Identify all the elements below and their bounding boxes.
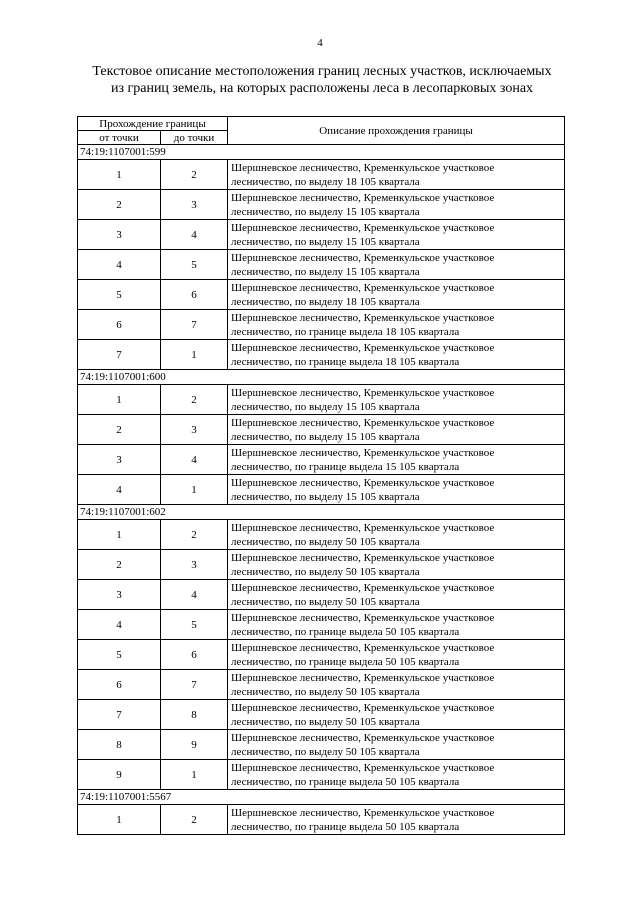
description-line-1: Шершневское лесничество, Кременкульское участковое — [231, 641, 495, 654]
description-cell — [228, 385, 565, 415]
parcel-cadastral-number: 74:19:1107001:600 — [78, 370, 565, 385]
table-body — [78, 145, 565, 835]
description-line-1: Шершневское лесничество, Кременкульское участковое — [231, 551, 495, 564]
to-point-cell: 5 — [161, 250, 228, 280]
description-line-2: лесничество, по выделу 50 105 квартала — [231, 535, 420, 548]
parcel-header-row — [78, 505, 565, 520]
to-point-cell: 7 — [161, 670, 228, 700]
table-row — [78, 385, 565, 415]
table-row — [78, 805, 565, 835]
header-description: Описание прохождения границы — [228, 117, 565, 145]
from-point-cell: 5 — [78, 640, 161, 670]
table-row — [78, 415, 565, 445]
from-point-cell: 3 — [78, 580, 161, 610]
table-row — [78, 700, 565, 730]
description-line-1: Шершневское лесничество, Кременкульское участковое — [231, 161, 495, 174]
description-line-2: лесничество, по выделу 15 105 квартала — [231, 235, 420, 248]
description-cell — [228, 520, 565, 550]
title-line-1: Текстовое описание местоположения границ лесных участков, исключаемых — [92, 64, 552, 79]
description-cell — [228, 760, 565, 790]
description-line-2: лесничество, по выделу 18 105 квартала — [231, 295, 420, 308]
from-point-cell: 3 — [78, 220, 161, 250]
description-cell — [228, 280, 565, 310]
description-line-2: лесничество, по границе выдела 18 105 квартала — [231, 325, 460, 338]
to-point-cell: 2 — [161, 520, 228, 550]
description-line-1: Шершневское лесничество, Кременкульское участковое — [231, 221, 495, 234]
description-line-1: Шершневское лесничество, Кременкульское участковое — [231, 731, 495, 744]
description-line-1: Шершневское лесничество, Кременкульское участковое — [231, 611, 495, 624]
description-cell — [228, 670, 565, 700]
description-line-2: лесничество, по выделу 50 105 квартала — [231, 565, 420, 578]
description-line-2: лесничество, по выделу 15 105 квартала — [231, 400, 420, 413]
title-line-2: из границ земель, на которых расположены леса в лесопарковых зонах — [110, 81, 534, 96]
header-to-point: до точки — [161, 131, 228, 145]
description-cell — [228, 700, 565, 730]
description-cell — [228, 220, 565, 250]
parcel-cadastral-number: 74:19:1107001:5567 — [78, 790, 565, 805]
description-line-1: Шершневское лесничество, Кременкульское участковое — [231, 341, 495, 354]
description-line-1: Шершневское лесничество, Кременкульское участковое — [231, 281, 495, 294]
to-point-cell: 2 — [161, 160, 228, 190]
header-passage: Прохождение границы — [78, 117, 228, 131]
description-line-2: лесничество, по границе выдела 15 105 квартала — [231, 460, 460, 473]
to-point-cell: 4 — [161, 445, 228, 475]
from-point-cell: 1 — [78, 160, 161, 190]
to-point-cell: 2 — [161, 805, 228, 835]
to-point-cell: 3 — [161, 550, 228, 580]
description-line-2: лесничество, по выделу 15 105 квартала — [231, 490, 420, 503]
from-point-cell: 4 — [78, 610, 161, 640]
table-row — [78, 445, 565, 475]
from-point-cell: 2 — [78, 190, 161, 220]
table-row — [78, 250, 565, 280]
description-line-2: лесничество, по границе выдела 18 105 квартала — [231, 355, 460, 368]
to-point-cell: 4 — [161, 580, 228, 610]
description-cell — [228, 250, 565, 280]
description-line-2: лесничество, по границе выдела 50 105 квартала — [231, 820, 460, 833]
table-row — [78, 580, 565, 610]
page-number: 4 — [317, 37, 323, 49]
description-line-2: лесничество, по границе выдела 50 105 квартала — [231, 655, 460, 668]
table-row — [78, 280, 565, 310]
table-row — [78, 340, 565, 370]
description-cell — [228, 190, 565, 220]
from-point-cell: 1 — [78, 385, 161, 415]
from-point-cell: 5 — [78, 280, 161, 310]
description-cell — [228, 310, 565, 340]
description-line-1: Шершневское лесничество, Кременкульское участковое — [231, 311, 495, 324]
parcel-header-row — [78, 790, 565, 805]
description-cell — [228, 415, 565, 445]
from-point-cell: 6 — [78, 670, 161, 700]
description-line-2: лесничество, по границе выдела 50 105 квартала — [231, 625, 460, 638]
description-cell — [228, 160, 565, 190]
description-line-1: Шершневское лесничество, Кременкульское участковое — [231, 386, 495, 399]
to-point-cell: 4 — [161, 220, 228, 250]
from-point-cell: 1 — [78, 805, 161, 835]
table-row — [78, 730, 565, 760]
description-line-2: лесничество, по границе выдела 50 105 квартала — [231, 775, 460, 788]
description-line-1: Шершневское лесничество, Кременкульское участковое — [231, 446, 495, 459]
to-point-cell: 7 — [161, 310, 228, 340]
description-line-1: Шершневское лесничество, Кременкульское участковое — [231, 251, 495, 264]
from-point-cell: 4 — [78, 475, 161, 505]
description-line-2: лесничество, по выделу 15 105 квартала — [231, 430, 420, 443]
table-header — [78, 117, 565, 145]
description-cell — [228, 805, 565, 835]
description-line-2: лесничество, по выделу 50 105 квартала — [231, 715, 420, 728]
from-point-cell: 6 — [78, 310, 161, 340]
from-point-cell: 7 — [78, 700, 161, 730]
to-point-cell: 1 — [161, 475, 228, 505]
to-point-cell: 2 — [161, 385, 228, 415]
description-cell — [228, 580, 565, 610]
header-from-point: от точки — [78, 131, 161, 145]
table-row — [78, 520, 565, 550]
description-line-2: лесничество, по выделу 50 105 квартала — [231, 745, 420, 758]
from-point-cell: 1 — [78, 520, 161, 550]
description-line-1: Шершневское лесничество, Кременкульское участковое — [231, 416, 495, 429]
from-point-cell: 3 — [78, 445, 161, 475]
table-row — [78, 550, 565, 580]
parcel-cadastral-number: 74:19:1107001:599 — [78, 145, 565, 160]
from-point-cell: 8 — [78, 730, 161, 760]
to-point-cell: 1 — [161, 340, 228, 370]
description-cell — [228, 610, 565, 640]
table-row — [78, 475, 565, 505]
to-point-cell: 9 — [161, 730, 228, 760]
description-line-2: лесничество, по выделу 50 105 квартала — [231, 685, 420, 698]
from-point-cell: 2 — [78, 550, 161, 580]
from-point-cell: 4 — [78, 250, 161, 280]
from-point-cell: 2 — [78, 415, 161, 445]
parcel-cadastral-number: 74:19:1107001:602 — [78, 505, 565, 520]
description-line-1: Шершневское лесничество, Кременкульское участковое — [231, 671, 495, 684]
description-cell — [228, 475, 565, 505]
to-point-cell: 5 — [161, 610, 228, 640]
table-row — [78, 640, 565, 670]
description-line-1: Шершневское лесничество, Кременкульское участковое — [231, 701, 495, 714]
description-cell — [228, 340, 565, 370]
description-cell — [228, 445, 565, 475]
document-title — [70, 63, 574, 97]
description-line-2: лесничество, по выделу 15 105 квартала — [231, 265, 420, 278]
to-point-cell: 6 — [161, 280, 228, 310]
description-cell — [228, 550, 565, 580]
from-point-cell: 7 — [78, 340, 161, 370]
table-row — [78, 760, 565, 790]
description-line-1: Шершневское лесничество, Кременкульское участковое — [231, 521, 495, 534]
description-line-1: Шершневское лесничество, Кременкульское участковое — [231, 476, 495, 489]
table-row — [78, 670, 565, 700]
table-row — [78, 610, 565, 640]
to-point-cell: 3 — [161, 190, 228, 220]
table-row — [78, 190, 565, 220]
description-line-1: Шершневское лесничество, Кременкульское участковое — [231, 806, 495, 819]
description-line-2: лесничество, по выделу 15 105 квартала — [231, 205, 420, 218]
from-point-cell: 9 — [78, 760, 161, 790]
to-point-cell: 3 — [161, 415, 228, 445]
table-row — [78, 160, 565, 190]
parcel-header-row — [78, 145, 565, 160]
description-line-1: Шершневское лесничество, Кременкульское участковое — [231, 191, 495, 204]
parcel-header-row — [78, 370, 565, 385]
description-line-2: лесничество, по выделу 50 105 квартала — [231, 595, 420, 608]
table-row — [78, 310, 565, 340]
to-point-cell: 8 — [161, 700, 228, 730]
description-cell — [228, 730, 565, 760]
to-point-cell: 1 — [161, 760, 228, 790]
description-line-1: Шершневское лесничество, Кременкульское участковое — [231, 761, 495, 774]
boundary-table — [77, 116, 565, 835]
table-row — [78, 220, 565, 250]
description-cell — [228, 640, 565, 670]
description-line-2: лесничество, по выделу 18 105 квартала — [231, 175, 420, 188]
description-line-1: Шершневское лесничество, Кременкульское участковое — [231, 581, 495, 594]
to-point-cell: 6 — [161, 640, 228, 670]
